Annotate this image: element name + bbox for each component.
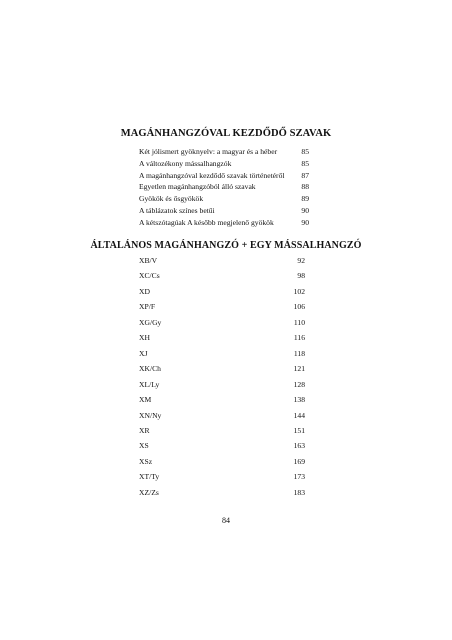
toc-entry-page: 151: [293, 425, 305, 435]
toc-entry-page: 102: [293, 286, 305, 296]
toc-entry-page: 90: [301, 217, 309, 227]
toc-entry-page: 169: [293, 456, 305, 466]
toc-entry-label: A táblázatok színes betűi: [139, 206, 215, 215]
toc-entry-page: 85: [301, 147, 309, 156]
toc-entry-page: 88: [301, 182, 309, 192]
toc-entry-label: XP/F: [139, 302, 156, 312]
toc-entry-page: 106: [293, 302, 305, 312]
toc-entry-label: A magánhangzóval kezdődő szavak történetéről: [139, 170, 285, 180]
toc-entry-label: XS: [139, 441, 149, 451]
toc-entry-page: 89: [301, 194, 309, 204]
toc-entry-label: XK/Ch: [139, 364, 161, 374]
section-heading-vowel-initial-words: MAGÁNHANGZÓVAL KEZDŐDŐ SZAVAK: [120, 128, 332, 139]
toc-entry-label: A kétszótagúak A később megjelenő gyökök: [139, 217, 274, 227]
section-heading-vowel-plus-consonant: ÁLTALÁNOS MAGÁNHANGZÓ + EGY MÁSSALHANGZÓ: [90, 240, 362, 251]
toc-entry-page: 138: [293, 395, 305, 405]
page-number: 84: [222, 516, 230, 525]
toc-entry-label: XN/Ny: [139, 410, 162, 420]
toc-entry-label: XSz: [139, 456, 153, 466]
toc-entry-label: XM: [139, 395, 152, 405]
toc-entry-page: 90: [301, 206, 309, 215]
toc-entry-label: XB/V: [139, 256, 158, 265]
toc-entry-label: Gyökök és ősgyökök: [139, 194, 204, 204]
toc-entry-label: XH: [139, 333, 150, 343]
toc-entry-page: 92: [297, 256, 305, 265]
toc-entry-page: 87: [301, 170, 309, 180]
toc-entry-page: 121: [293, 364, 305, 374]
toc-entry-label: XL/Ly: [139, 379, 160, 389]
toc-entry-label: XR: [139, 425, 150, 435]
toc-entry-label: Két jólismert gyöknyelv: a magyar és a héber: [139, 147, 278, 156]
toc-entry-label: XT/Ty: [139, 472, 160, 482]
toc-entry-label: XJ: [139, 348, 148, 358]
toc-entry-page: 110: [293, 317, 305, 327]
toc-entry-page: 98: [297, 271, 305, 281]
toc-entry-label: XC/Cs: [139, 271, 160, 281]
toc-entry-page: 173: [293, 472, 305, 482]
toc-entry-label: Egyetlen magánhangzóból álló szavak: [139, 182, 256, 192]
toc-entry-page: 144: [293, 410, 305, 420]
toc-entry-page: 118: [293, 348, 305, 358]
toc-entry-page: 128: [293, 379, 305, 389]
toc-entry-page: 163: [293, 441, 305, 451]
toc-entry-label: XD: [139, 286, 150, 296]
toc-entry-label: A változékony mássalhangzók: [139, 158, 232, 168]
toc-entry-page: 85: [301, 158, 309, 168]
toc-entry-page: 116: [293, 333, 305, 343]
toc-entry-page: 183: [293, 487, 305, 497]
toc-entry-label: XZ/Zs: [139, 487, 159, 497]
toc-entry-label: XG/Gy: [139, 317, 162, 327]
